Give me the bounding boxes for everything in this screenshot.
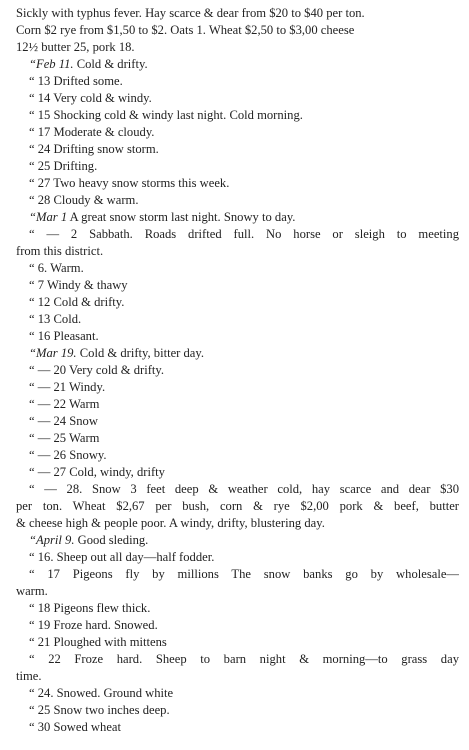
entry-text: Cold & drifty. <box>73 57 148 71</box>
entry-date: “Mar 19. <box>29 346 77 360</box>
text-line <box>16 345 459 362</box>
text-line <box>16 226 459 243</box>
entry-text: Drifted some. <box>50 74 123 88</box>
text-line <box>16 277 459 294</box>
text-line <box>16 600 459 617</box>
entry-date: “ 16. <box>29 550 54 564</box>
entry-text: “ — 2 Sabbath. Roads drifted full. No horse or sleigh to meeting <box>29 227 459 241</box>
text-line <box>16 685 459 702</box>
entry-text: “ 22 Froze hard. Sheep to barn night & morning—to grass day <box>29 652 459 666</box>
text-line <box>16 583 459 600</box>
text-line <box>16 311 459 328</box>
entry-text: Snowy. <box>66 448 107 462</box>
entry-date: “ 13 <box>29 312 51 326</box>
entry-text: Windy. <box>66 380 106 394</box>
entry-date: “ 6. <box>29 261 48 275</box>
entry-date: “ 24. <box>29 686 54 700</box>
entry-text: Warm. <box>47 261 84 275</box>
entry-date: “Feb 11. <box>29 57 74 71</box>
entry-date: “ 21 <box>29 635 51 649</box>
entry-date: “ 28 <box>29 193 51 207</box>
entry-text: Pigeons flew thick. <box>50 601 151 615</box>
text-line <box>16 56 459 73</box>
text-line <box>16 532 459 549</box>
entry-text: Ploughed with mittens <box>50 635 167 649</box>
text-line <box>16 498 459 515</box>
text-line <box>16 549 459 566</box>
entry-text: Corn $2 rye from $1,50 to $2. Oats 1. Wheat $2,50 to $3,00 cheese <box>16 23 355 37</box>
entry-text: Drifting. <box>50 159 98 173</box>
entry-date: “ 17 <box>29 125 51 139</box>
text-line <box>16 5 459 22</box>
text-line <box>16 430 459 447</box>
entry-text: from this district. <box>16 244 104 258</box>
entry-text: Very cold & drifty. <box>66 363 165 377</box>
text-line <box>16 39 459 56</box>
text-line <box>16 566 459 583</box>
entry-text: Moderate & cloudy. <box>50 125 155 139</box>
entry-text: Sheep out all day—half fodder. <box>53 550 215 564</box>
entry-date: “ 27 <box>29 176 51 190</box>
text-line <box>16 294 459 311</box>
text-line <box>16 243 459 260</box>
entry-date: “April 9. <box>29 533 75 547</box>
text-line <box>16 379 459 396</box>
entry-text: per ton. Wheat $2,67 per bush, corn & rye $2,00 pork & beef, butter <box>16 499 459 513</box>
text-line <box>16 719 459 736</box>
text-line <box>16 209 459 226</box>
entry-text: Cold & drifty. <box>50 295 125 309</box>
entry-text: Froze hard. Snowed. <box>50 618 158 632</box>
text-line <box>16 617 459 634</box>
text-line <box>16 651 459 668</box>
entry-date: “ 14 <box>29 91 51 105</box>
entry-date: “ 16 <box>29 329 51 343</box>
entry-date: “ 25 <box>29 703 51 717</box>
text-line <box>16 22 459 39</box>
entry-text: Sickly with typhus fever. Hay scarce & dear from $20 to $40 per ton. <box>16 6 365 20</box>
entry-date: “ 18 <box>29 601 51 615</box>
entry-text: Cold, windy, drifty <box>66 465 165 479</box>
text-line <box>16 141 459 158</box>
text-line <box>16 515 459 532</box>
text-line <box>16 175 459 192</box>
text-line <box>16 90 459 107</box>
entry-date: “ 24 <box>29 142 51 156</box>
text-line <box>16 124 459 141</box>
entry-text: Sowed wheat <box>50 720 121 734</box>
entry-text: Snowed. Ground white <box>53 686 174 700</box>
text-line <box>16 73 459 90</box>
text-line <box>16 634 459 651</box>
entry-date: “ 19 <box>29 618 51 632</box>
entry-date: “ — 22 <box>29 397 67 411</box>
entry-date: “Mar 1 <box>29 210 68 224</box>
entry-date: “ — 24 <box>29 414 67 428</box>
text-line <box>16 158 459 175</box>
entry-text: 12½ butter 25, pork 18. <box>16 40 135 54</box>
entry-date: “ — 21 <box>29 380 67 394</box>
entry-date: “ 30 <box>29 720 51 734</box>
text-line <box>16 362 459 379</box>
entry-text: Warm <box>66 431 100 445</box>
entry-text: Cloudy & warm. <box>50 193 139 207</box>
entry-text: warm. <box>16 584 48 598</box>
entry-date: “ 25 <box>29 159 51 173</box>
entry-text: A great snow storm last night. Snowy to day. <box>67 210 296 224</box>
entry-text: Snow <box>66 414 98 428</box>
entry-text: Two heavy snow storms this week. <box>50 176 230 190</box>
entry-date: “ — 26 <box>29 448 67 462</box>
entry-text: “ 17 Pigeons fly by millions The snow banks go by wholesale— <box>29 567 459 581</box>
entry-text: Drifting snow storm. <box>50 142 159 156</box>
entry-date: “ — 25 <box>29 431 67 445</box>
text-line <box>16 668 459 685</box>
text-line <box>16 260 459 277</box>
entry-text: Snow two inches deep. <box>50 703 170 717</box>
entry-text: & cheese high & people poor. A windy, drifty, blustering day. <box>16 516 325 530</box>
text-line <box>16 447 459 464</box>
entry-text: Warm <box>66 397 100 411</box>
entry-text: Shocking cold & windy last night. Cold morning. <box>50 108 303 122</box>
text-line <box>16 328 459 345</box>
text-line <box>16 481 459 498</box>
entry-date: “ 7 <box>29 278 45 292</box>
text-line <box>16 413 459 430</box>
entry-date: “ — 27 <box>29 465 67 479</box>
text-line <box>16 107 459 124</box>
entry-date: “ — 20 <box>29 363 67 377</box>
entry-text: “ — 28. Snow 3 feet deep & weather cold, hay scarce and dear $30 <box>29 482 459 496</box>
entry-text: Very cold & windy. <box>50 91 152 105</box>
entry-text: time. <box>16 669 42 683</box>
text-line <box>16 464 459 481</box>
entry-text: Pleasant. <box>50 329 99 343</box>
text-line <box>16 396 459 413</box>
entry-text: Good sleding. <box>74 533 149 547</box>
entry-date: “ 15 <box>29 108 51 122</box>
entry-date: “ 13 <box>29 74 51 88</box>
text-line <box>16 192 459 209</box>
text-line <box>16 702 459 719</box>
entry-text: Windy & thawy <box>44 278 128 292</box>
entry-date: “ 12 <box>29 295 51 309</box>
entry-text: Cold. <box>50 312 82 326</box>
entry-text: Cold & drifty, bitter day. <box>76 346 205 360</box>
